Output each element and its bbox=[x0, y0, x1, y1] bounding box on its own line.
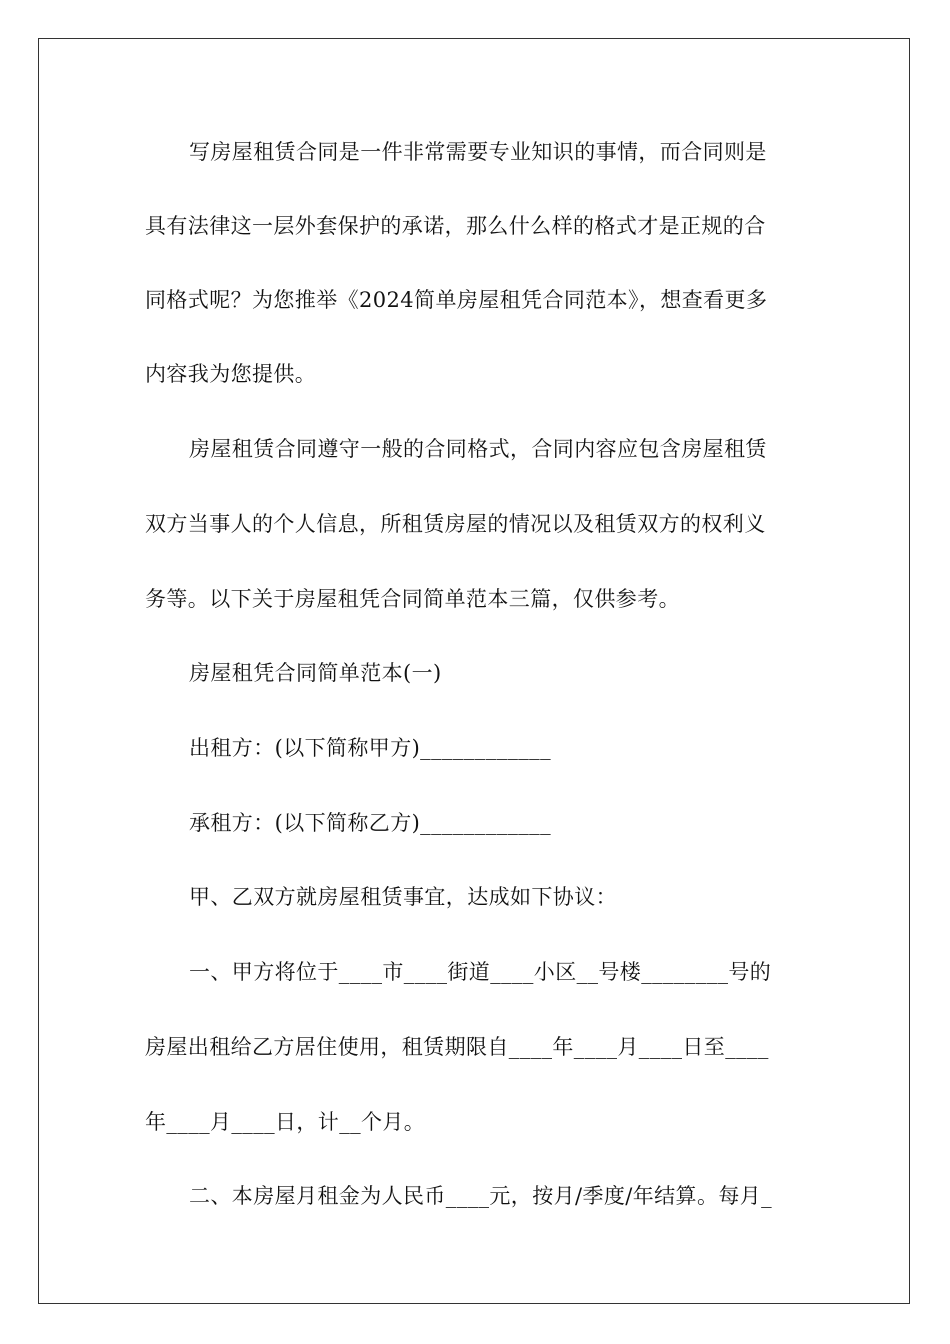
paragraph-1-line-4: 内容我为您提供。 bbox=[145, 362, 317, 386]
clause-1-line-3: 年____月____日，计__个月。 bbox=[145, 1110, 426, 1134]
clause-1-line-2: 房屋出租给乙方居住使用，租赁期限自____年____月____日至____ bbox=[145, 1035, 769, 1059]
paragraph-2-line-2: 双方当事人的个人信息，所租赁房屋的情况以及租赁双方的权利义 bbox=[145, 512, 766, 536]
section-title: 房屋租凭合同简单范本(一) bbox=[189, 661, 442, 685]
clause-1-line-1: 一、甲方将位于____市____街道____小区__号楼________号的 bbox=[189, 960, 772, 984]
paragraph-2-line-3: 务等。以下关于房屋租凭合同简单范本三篇，仅供参考。 bbox=[145, 587, 680, 611]
clause-2-line-1: 二、本房屋月租金为人民币____元，按月/季度/年结算。每月_ bbox=[189, 1184, 773, 1208]
lessee-line: 承租方：(以下简称乙方)____________ bbox=[189, 811, 551, 835]
paragraph-1-line-2: 具有法律这一层外套保护的承诺，那么什么样的格式才是正规的合 bbox=[145, 214, 766, 238]
paragraph-2-line-1: 房屋租赁合同遵守一般的合同格式，合同内容应包含房屋租赁 bbox=[189, 437, 767, 461]
lessor-line: 出租方：(以下简称甲方)____________ bbox=[189, 736, 551, 760]
paragraph-1-line-1: 写房屋租赁合同是一件非常需要专业知识的事情，而合同则是 bbox=[189, 140, 767, 164]
paragraph-1-line-3: 同格式呢？为您推举《2024简单房屋租凭合同范本》，想查看更多 bbox=[145, 288, 768, 312]
agreement-intro: 甲、乙双方就房屋租赁事宜，达成如下协议： bbox=[189, 885, 617, 909]
